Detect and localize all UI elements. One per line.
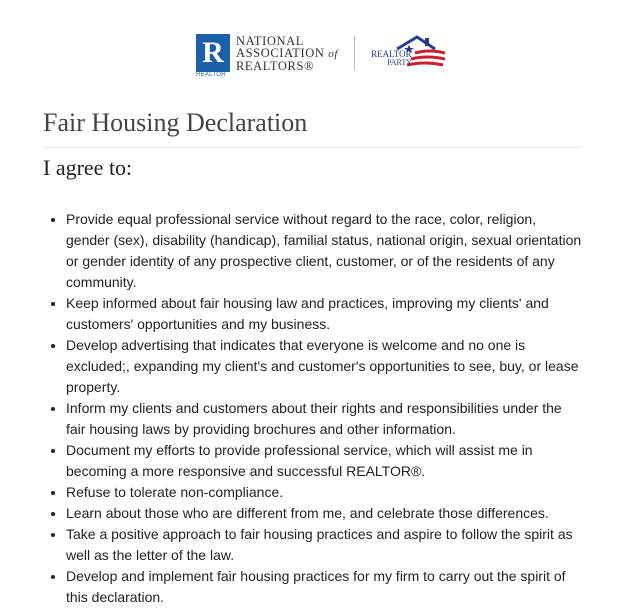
declaration-list bbox=[43, 209, 582, 608]
logo-separator bbox=[354, 36, 355, 70]
list-item: • Take a positive approach to fair housing practices and aspire to follow the spirit as well as the letter of the law. bbox=[66, 524, 582, 566]
list-item: • Develop advertising that indicates that everyone is welcome and no one is excluded;, expanding my client's and customer's opportunities to see, buy, or lease property. bbox=[66, 335, 582, 398]
nar-logo-caption: REALTOR bbox=[196, 72, 226, 78]
title-divider bbox=[43, 147, 582, 148]
list-item: • Provide equal professional service without regard to the race, color, religion, gender (sex), disability (handicap), familial status, national origin, sexual orientation or gender identity of any prospective client, customer, or of the residents of any community. bbox=[66, 209, 582, 293]
nar-logo-icon: R REALTOR bbox=[196, 34, 230, 72]
list-item: • Refuse to tolerate non-compliance. bbox=[66, 482, 582, 503]
list-item: • Inform my clients and customers about their rights and responsibilities under the fair housing laws by providing brochures and other information. bbox=[66, 398, 582, 440]
list-item: • Develop and implement fair housing practices for my firm to carry out the spirit of this declaration. bbox=[66, 566, 582, 608]
section-heading: I agree to: bbox=[43, 155, 133, 180]
header-logos bbox=[196, 31, 445, 78]
page-title: Fair Housing Declaration bbox=[43, 108, 308, 137]
list-item: • Keep informed about fair housing law and practices, improving my clients' and customers' opportunities and my business. bbox=[66, 293, 582, 335]
realtor-party-logo: REALTOR PARTY bbox=[369, 33, 445, 73]
list-item: • Learn about those who are different from me, and celebrate those differences. bbox=[66, 503, 582, 524]
list-item: • Document my efforts to provide professional service, which will assist me in becoming a more responsive and successful REALTOR®. bbox=[66, 440, 582, 482]
nar-name: NATIONAL ASSOCIATION of REALTORS® bbox=[236, 33, 339, 73]
